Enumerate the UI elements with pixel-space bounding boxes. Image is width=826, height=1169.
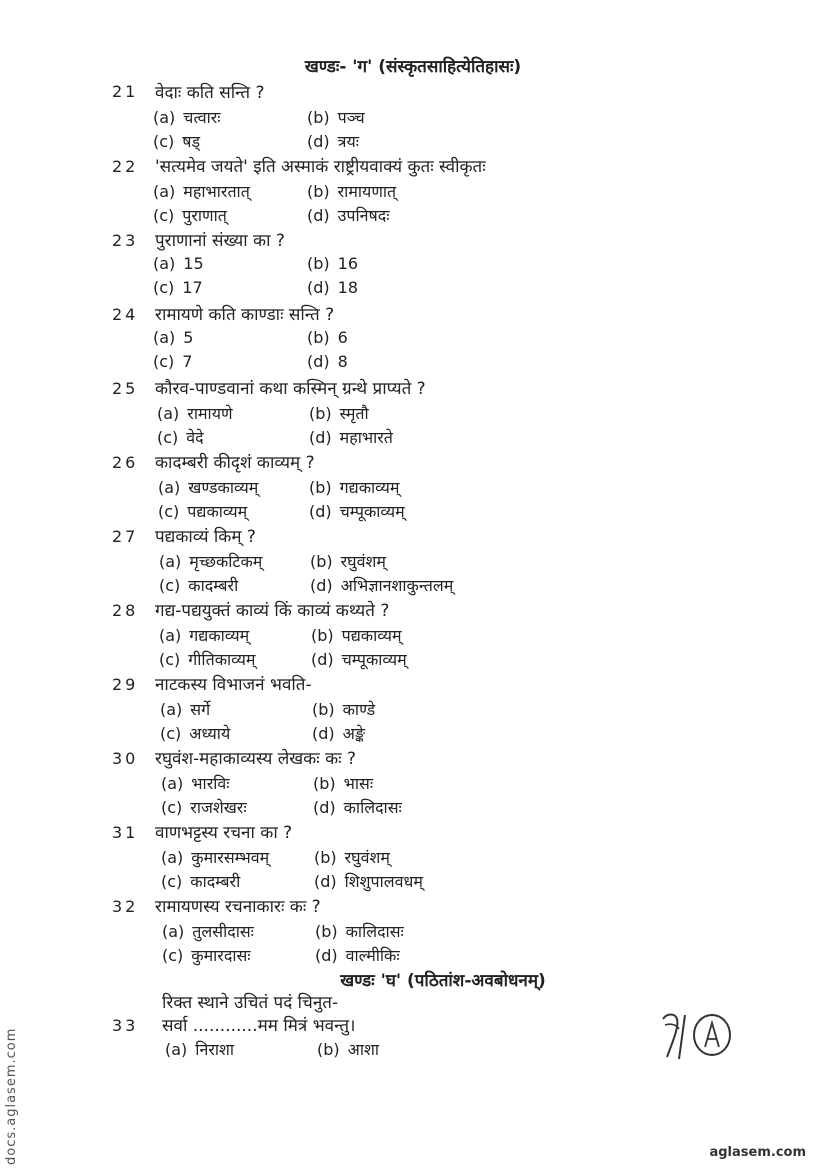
option-d: (d) त्रयः xyxy=(307,132,359,151)
question-number: 32 xyxy=(112,897,139,916)
option-b: (b) स्मृतौ xyxy=(309,404,369,423)
question-number: 21 xyxy=(112,82,139,101)
option-c: (c) पद्यकाव्यम् xyxy=(158,502,248,521)
option-b: (b) आशा xyxy=(317,1040,380,1059)
option-c: (c) कादम्बरी xyxy=(159,576,239,595)
option-b: (b) गद्यकाव्यम् xyxy=(309,478,400,497)
option-c: (c) वेदे xyxy=(157,428,204,447)
option-d: (d) महाभारते xyxy=(309,428,393,447)
fill-instruction: रिक्त स्थाने उचितं पदं चिनुत- xyxy=(162,993,339,1013)
option-c: (c) 17 xyxy=(153,278,203,297)
option-c: (c) 7 xyxy=(153,352,193,371)
question-text: गद्य-पद्ययुक्तं काव्यं किं काव्यं कथ्यते ? xyxy=(155,601,390,621)
option-d: (d) चम्पूकाव्यम् xyxy=(309,502,405,521)
question-number: 33 xyxy=(112,1016,139,1035)
option-a: (a) गद्यकाव्यम् xyxy=(159,626,250,645)
question-text: कादम्बरी कीदृशं काव्यम् ? xyxy=(155,453,315,473)
option-d: (d) कालिदासः xyxy=(313,798,402,817)
option-a: (a) निराशा xyxy=(165,1040,235,1059)
question-text: 'सत्यमेव जयते' इति अस्माकं राष्ट्रीयवाक्यं कुतः स्वीकृतः xyxy=(155,157,486,177)
question-text: रघुवंश-महाकाव्यस्य लेखकः कः ? xyxy=(155,749,356,769)
side-watermark: docs.aglasem.com xyxy=(4,1027,19,1165)
option-b: (b) भासः xyxy=(313,774,374,793)
question-text: सर्वा ............मम मित्रं भवन्तु। xyxy=(162,1016,356,1036)
footer-watermark: aglasem.com xyxy=(709,1145,806,1160)
question-number: 25 xyxy=(112,379,139,398)
option-a: (a) भारविः xyxy=(161,774,230,793)
option-b: (b) रघुवंशम् xyxy=(314,848,390,867)
option-c: (c) कुमारदासः xyxy=(162,946,251,965)
option-b: (b) पद्यकाव्यम् xyxy=(311,626,402,645)
option-c: (c) पुराणात् xyxy=(153,206,227,225)
option-b: (b) कालिदासः xyxy=(315,922,404,941)
option-c: (c) कादम्बरी xyxy=(161,872,241,891)
question-text: नाटकस्य विभाजनं भवति- xyxy=(155,675,312,695)
option-a: (a) 15 xyxy=(153,254,204,273)
section-g-title: खण्डः- 'ग' (संस्कृतसाहित्येतिहासः) xyxy=(304,57,522,77)
option-d: (d) वाल्मीकिः xyxy=(315,946,400,965)
option-c: (c) अध्याये xyxy=(160,724,231,743)
question-number: 26 xyxy=(112,453,139,472)
option-d: (d) 18 xyxy=(307,278,358,297)
option-a: (a) तुलसीदासः xyxy=(162,922,254,941)
question-number: 28 xyxy=(112,601,139,620)
option-d: (d) चम्पूकाव्यम् xyxy=(311,650,407,669)
option-d: (d) अङ्के xyxy=(312,724,365,743)
option-a: (a) चत्वारः xyxy=(153,108,221,127)
option-c: (c) षड् xyxy=(153,132,201,151)
option-d: (d) 8 xyxy=(307,352,348,371)
question-number: 29 xyxy=(112,675,139,694)
question-number: 27 xyxy=(112,527,139,546)
question-text: पद्यकाव्यं किम् ? xyxy=(155,527,256,547)
option-a: (a) कुमारसम्भवम् xyxy=(161,848,270,867)
option-b: (b) 6 xyxy=(307,328,348,347)
option-a: (a) मृच्छकटिकम् xyxy=(159,552,263,571)
option-b: (b) रघुवंशम् xyxy=(310,552,386,571)
question-text: कौरव-पाण्डवानां कथा कस्मिन् ग्रन्थे प्राप्यते ? xyxy=(155,379,426,399)
section-gh-title: खण्डः 'घ' (पठितांश-अवबोधनम्) xyxy=(340,971,546,991)
question-number: 23 xyxy=(112,231,139,250)
option-d: (d) उपनिषदः xyxy=(307,206,390,225)
question-number: 24 xyxy=(112,305,139,324)
option-a: (a) खण्डकाव्यम् xyxy=(158,478,259,497)
question-text: वेदाः कति सन्ति ? xyxy=(155,83,265,103)
option-a: (a) सर्गे xyxy=(160,700,211,719)
option-b: (b) रामायणात् xyxy=(307,182,397,201)
option-a: (a) रामायणे xyxy=(157,404,233,423)
question-text: पुराणानां संख्या का ? xyxy=(155,231,285,251)
option-d: (d) शिशुपालवधम् xyxy=(314,872,423,891)
option-c: (c) राजशेखरः xyxy=(161,798,247,817)
question-number: 30 xyxy=(112,749,139,768)
question-text: रामायणस्य रचनाकारः कः ? xyxy=(155,897,321,917)
option-b: (b) काण्डे xyxy=(312,700,376,719)
question-number: 22 xyxy=(112,157,139,176)
option-a: (a) महाभारतात् xyxy=(153,182,250,201)
option-c: (c) गीतिकाव्यम् xyxy=(159,650,256,669)
option-b: (b) पञ्च xyxy=(307,108,365,127)
question-text: वाणभट्टस्य रचना का ? xyxy=(155,823,293,843)
handwritten-mark-icon xyxy=(655,1005,735,1065)
option-d: (d) अभिज्ञानशाकुन्तलम् xyxy=(310,576,454,595)
option-a: (a) 5 xyxy=(153,328,194,347)
option-b: (b) 16 xyxy=(307,254,358,273)
question-number: 31 xyxy=(112,823,139,842)
question-text: रामायणे कति काण्डाः सन्ति ? xyxy=(155,305,335,325)
